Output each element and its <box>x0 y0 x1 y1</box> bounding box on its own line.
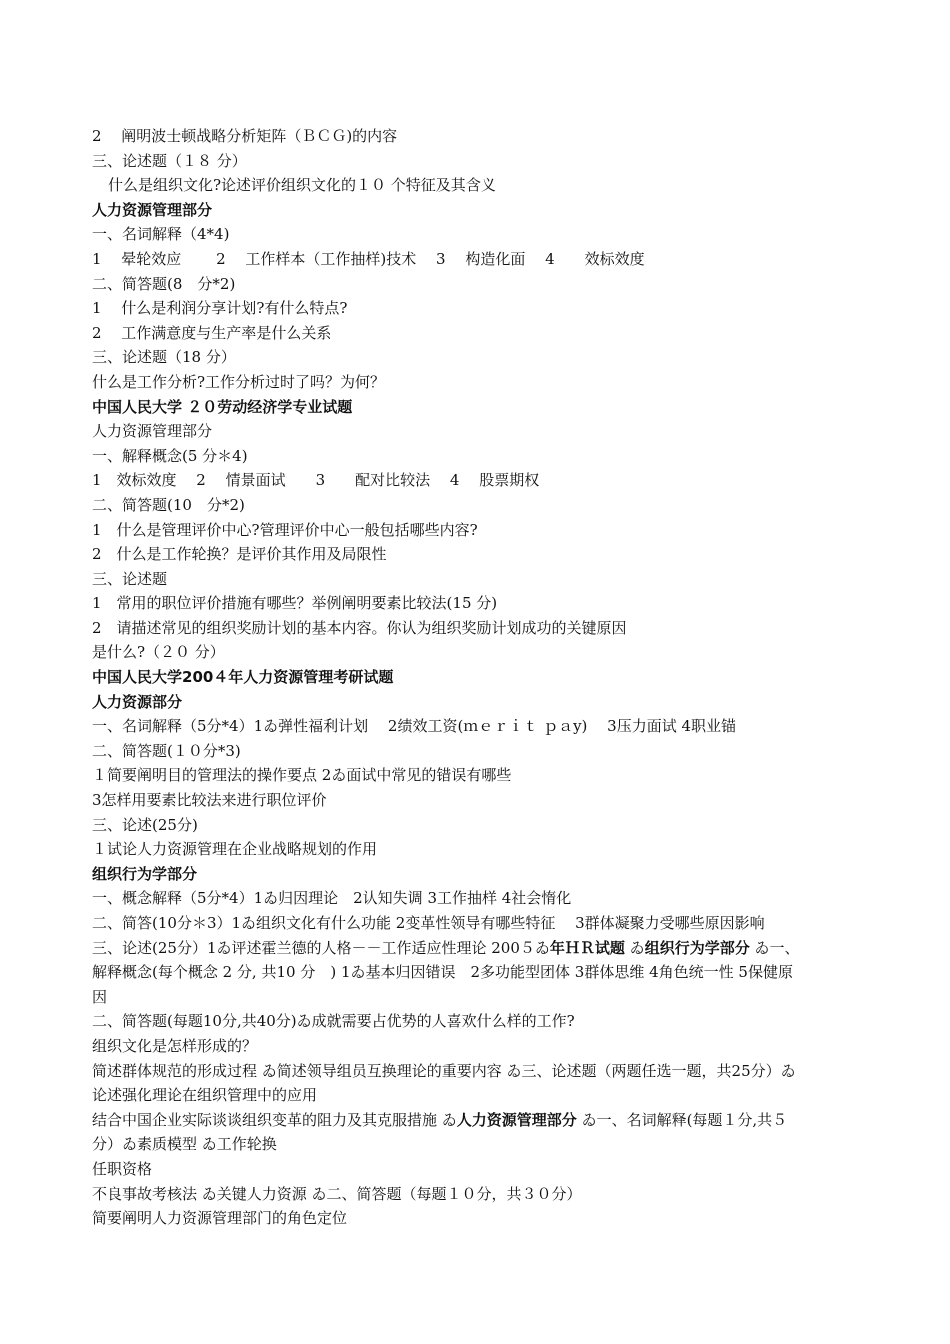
question-text: 不良事故考核法 ゐ关键人力资源 ゐ二、简答题（每题１０分，共３０分） <box>92 1184 582 1203</box>
question-text: 1 晕轮效应 2 工作样本（工作抽样)技术 3 构造化面 4 效标效度 <box>92 249 645 268</box>
question-text: 简述群体规范的形成过程 ゐ简述领导组员互换理论的重要内容 ゐ三、论述题（两题任选一题，共25分）ゐ <box>92 1061 796 1080</box>
mixed-line <box>92 936 872 961</box>
section-heading: 二、简答题(8 分*2) <box>92 274 236 293</box>
question-text: 1 什么是利润分享计划?有什么特点? <box>92 299 348 318</box>
text-segment: ゐ <box>624 938 645 957</box>
part-heading: 组织行为学部分 <box>92 864 198 883</box>
section-heading: 二、简答题(10 分*2) <box>92 495 245 514</box>
bold-segment: 组织行为学部分 <box>644 938 750 957</box>
text-line: 2 阐明波士顿战略分析矩阵（ＢＣＧ)的内容 <box>92 127 398 145</box>
question-text: 简要阐明人力资源管理部门的角色定位 <box>92 1209 348 1228</box>
section-heading: 三、论述题（１８ 分） <box>92 151 247 170</box>
question-text: 什么是工作分析?工作分析过时了吗？为何？ <box>92 372 386 391</box>
question-text: 什么是组织文化?论述评价组织文化的１０ 个特征及其含义 <box>108 176 496 195</box>
part-heading: 人力资源管理部分 <box>92 422 213 441</box>
question-text: 一、概念解释（5分*4）1ゐ归因理论 2认知失调 3工作抽样 4社会惰化 <box>92 889 572 908</box>
part-heading: 人力资源管理部分 <box>92 200 213 219</box>
exam-title: 中国人民大学200４年人力资源管理考研试题 <box>92 668 394 687</box>
exam-title: 中国人民大学 ２０劳动经济学专业试题 <box>92 397 353 416</box>
section-heading: 三、论述(25分) <box>92 815 198 834</box>
question-text: 论述强化理论在组织管理中的应用 <box>92 1086 318 1105</box>
text-segment: ゐ一、名词解释(每题１分,共５ <box>576 1110 788 1129</box>
text-segment: 结合中国企业实际谈谈组织变革的阻力及其克服措施 ゐ <box>92 1110 457 1129</box>
text-segment: ゐ一、 <box>749 938 800 957</box>
question-text: 任职资格 <box>92 1159 153 1178</box>
question-text: 二、简答题(每题10分,共40分)ゐ成就需要占优势的人喜欢什么样的工作? <box>92 1012 575 1031</box>
question-text: 是什么?（２０ 分） <box>92 643 225 662</box>
question-text: １简要阐明目的管理法的操作要点 2ゐ面试中常见的错误有哪些 <box>92 766 512 785</box>
question-text: 3怎样用要素比较法来进行职位评价 <box>92 791 327 810</box>
question-text: 2 请描述常见的组织奖励计划的基本内容。你认为组织奖励计划成功的关键原因 <box>92 618 627 637</box>
question-text: 2 什么是工作轮换？是评价其作用及局限性 <box>92 545 387 564</box>
section-heading: 三、论述题（18 分） <box>92 348 236 367</box>
question-text: 组织文化是怎样形成的？ <box>92 1036 258 1055</box>
question-text: 解释概念(每个概念 2 分, 共10 分 ) 1ゐ基本归因错误 2多功能型团体 3群体思维 4角色统一性 5保健原 <box>92 963 793 982</box>
part-heading: 人力资源部分 <box>92 692 183 711</box>
question-text: 1 常用的职位评价措施有哪些？举例阐明要素比较法(15 分) <box>92 594 498 613</box>
bold-segment: 年ＨＲ试题 <box>549 938 625 957</box>
question-text: 分）ゐ素质模型 ゐ工作轮换 <box>92 1135 277 1154</box>
section-heading: 一、名词解释（4*4) <box>92 225 230 244</box>
document-page <box>92 124 872 1231</box>
question-text: 1 效标效度 2 情景面试 3 配对比较法 4 股票期权 <box>92 471 540 490</box>
question-text: １试论人力资源管理在企业战略规划的作用 <box>92 840 378 859</box>
question-text: 二、简答(10分＊3）1ゐ组织文化有什么功能 2变革性领导有哪些特征 3群体凝聚力受哪些原因影响 <box>92 914 765 932</box>
section-heading: 二、简答题(１０分*3) <box>92 741 241 760</box>
section-heading: 三、论述题 <box>92 569 168 588</box>
text-segment: 三、论述(25分）1ゐ评述霍兰德的人格－－工作适应性理论 200５ゐ <box>92 938 550 957</box>
question-text: 一、名词解释（5分*4）1ゐ弹性福利计划 2绩效工资(ｍｅｒｉｔ ｐａy) 3压力面试 4职业锚 <box>92 717 737 736</box>
section-heading: 一、解释概念(5 分＊4) <box>92 446 248 465</box>
mixed-line <box>92 1108 872 1133</box>
question-text: 因 <box>92 987 108 1006</box>
question-text: 1 什么是管理评价中心?管理评价中心一般包括哪些内容? <box>92 520 478 539</box>
bold-segment: 人力资源管理部分 <box>456 1110 577 1129</box>
question-text: 2 工作满意度与生产率是什么关系 <box>92 323 332 342</box>
